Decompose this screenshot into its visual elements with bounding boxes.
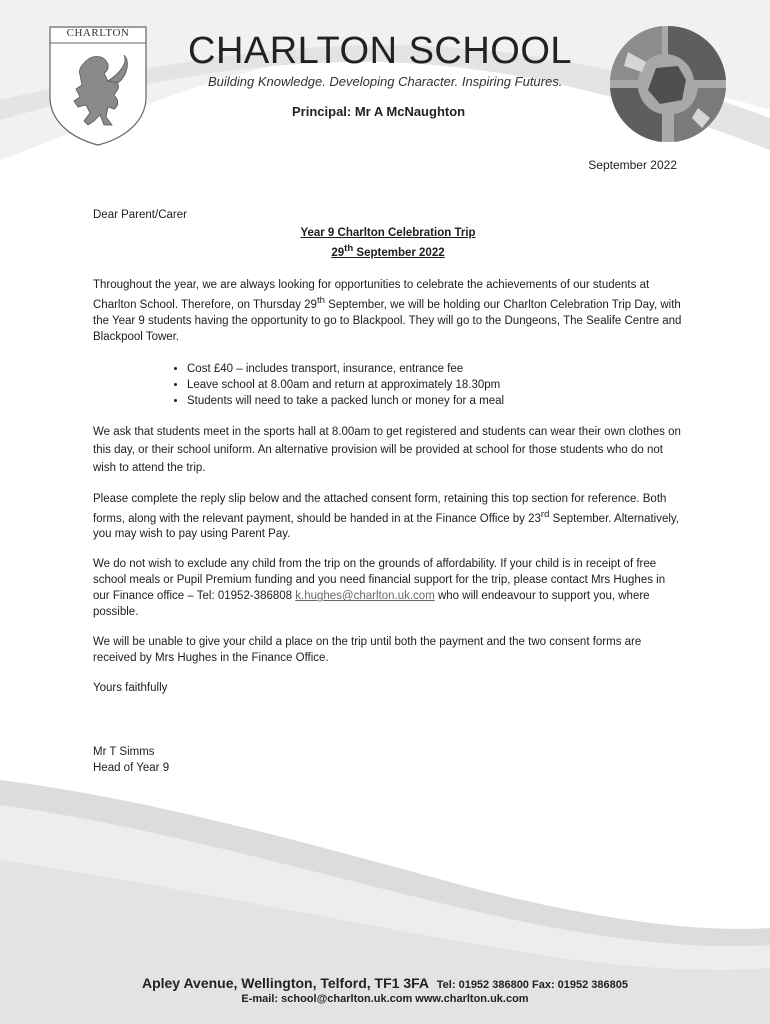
- footer-address: [0, 975, 770, 991]
- letter-heading-title: Year 9 Charlton Celebration Trip: [300, 227, 476, 239]
- letter-date: September 2022: [588, 158, 677, 172]
- phone-text: Tel: 01952 386800 Fax: 01952 386805: [436, 979, 629, 991]
- intro-text-b: September, we will be holding our Charlton Celebration Trip Day, with the Year 9 students having the opportunity to go to Blackpool. They will go to the Dungeons, The Sealife Centre and Blackpool Tower.: [93, 298, 682, 343]
- school-tagline: Building Knowledge. Developing Character. Inspiring Futures.: [208, 74, 563, 89]
- address-text: Apley Avenue, Wellington, Telford, TF1 3FA: [141, 975, 429, 991]
- salutation: Dear Parent/Carer: [93, 209, 187, 221]
- principal-name: Principal: Mr A McNaughton: [292, 104, 466, 119]
- arrangements-paragraph: We ask that students meet in the sports hall at 8.00am to get registered and students can wear their own clothes on this day, or their school uniform. An alternative provision will be provided at school for those students who do not wish to attend the trip.: [93, 425, 681, 474]
- letter-heading-date: [93, 241, 683, 261]
- reply-text-b: September. Alternatively, you may wish to pay using Parent Pay.: [93, 512, 680, 541]
- finance-email-link[interactable]: k.hughes@charlton.uk.com: [295, 590, 435, 603]
- crest-label: CHARLTON: [66, 27, 130, 39]
- heading-rest: September 2022: [353, 246, 445, 259]
- reply-paragraph: [93, 491, 683, 543]
- intro-sup: th: [316, 294, 325, 306]
- intro-text-a: Throughout the year, we are always looking for opportunities to celebrate the achievements of our students at Charlton School. Therefore, on Thursday 29: [93, 278, 650, 311]
- closing: Yours faithfully: [93, 682, 168, 695]
- school-crest: [48, 25, 148, 147]
- school-logo-icon: [598, 22, 736, 146]
- letter-body: [93, 207, 683, 776]
- affordability-paragraph: [93, 556, 683, 620]
- list-item: • Students will need to take a packed lunch or money for a meal: [187, 393, 683, 409]
- list-item: • Leave school at 8.00am and return at approximately 18.30pm: [187, 377, 683, 393]
- heading-day: 29: [331, 246, 345, 259]
- footer-contact: E-mail: school@charlton.uk.com www.charlton.uk.com: [241, 993, 529, 1005]
- intro-paragraph: [93, 277, 683, 345]
- reply-sup: rd: [540, 508, 550, 520]
- affordability-text-a: We do not wish to exclude any child from the trip on the grounds of affordability. If your child is in receipt of free school meals or Pupil Premium funding and you need financial support for the trip, please contact Mrs Hughes in our Finance office – Tel: 01952-386808: [93, 558, 666, 603]
- heading-day-suffix: th: [344, 243, 354, 254]
- affordability-text-b: who will endeavour to support you, where possible.: [93, 590, 650, 619]
- signer-name: Mr T Simms: [93, 746, 155, 759]
- trip-details-list: [93, 361, 683, 409]
- signer-role: Head of Year 9: [93, 762, 170, 775]
- list-item: • Cost £40 – includes transport, insurance, entrance fee: [187, 361, 683, 377]
- school-name: CHARLTON SCHOOL: [188, 30, 573, 72]
- consent-paragraph: We will be unable to give your child a place on the trip until both the payment and the two consent forms are received by Mrs Hughes in the Finance Office.: [93, 636, 642, 665]
- reply-text-a: Please complete the reply slip below and the attached consent form, retaining this top section for reference. Both forms, along with the relevant payment, should be handed in at the Finance Office by 23: [93, 492, 667, 525]
